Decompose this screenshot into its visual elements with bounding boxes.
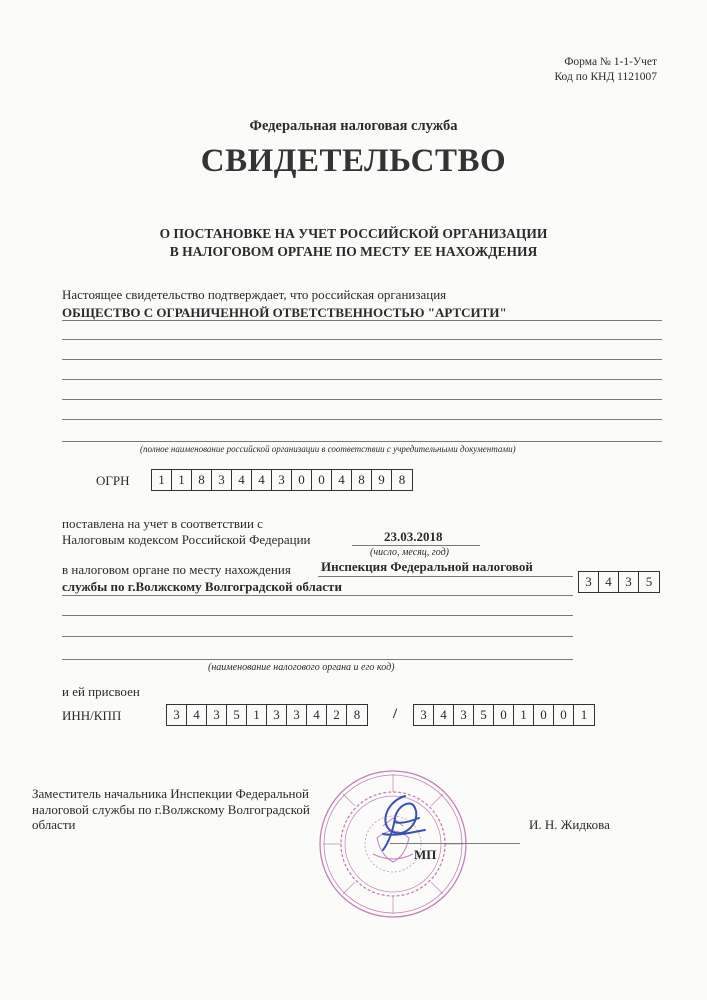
ogrn-digit-cell: 1 bbox=[152, 470, 172, 490]
subtitle-line-1: О ПОСТАНОВКЕ НА УЧЕТ РОССИЙСКОЙ ОРГАНИЗАЦИИ bbox=[159, 226, 548, 241]
ogrn-digit-cell: 9 bbox=[372, 470, 392, 490]
ogrn-digit-cell: 4 bbox=[332, 470, 352, 490]
date-caption: (число, месяц, год) bbox=[370, 547, 449, 558]
ogrn-label: ОГРН bbox=[96, 473, 130, 488]
ogrn-cells bbox=[151, 469, 413, 491]
date-underline bbox=[352, 545, 480, 546]
authority-code-digit-cell: 4 bbox=[599, 572, 619, 592]
ogrn-digit-cell: 8 bbox=[398, 472, 406, 487]
name-line-5 bbox=[62, 399, 662, 400]
ogrn-digit-cell: 8 bbox=[192, 470, 212, 490]
knd-code: Код по КНД 1121007 bbox=[554, 71, 657, 83]
organization-name: ОБЩЕСТВО С ОГРАНИЧЕННОЙ ОТВЕТСТВЕННОСТЬЮ "АРТСИТИ" bbox=[62, 305, 507, 320]
inn-digit-cell: 3 bbox=[167, 705, 187, 725]
name-line-2 bbox=[62, 339, 662, 340]
form-info bbox=[554, 55, 657, 85]
signature-line bbox=[390, 843, 520, 844]
name-line-6 bbox=[62, 419, 662, 420]
signatory-name: И. Н. Жидкова bbox=[529, 817, 610, 832]
authority-line-2: службы по г.Волжскому Волгоградской области bbox=[62, 579, 342, 594]
authority-underline-3 bbox=[62, 615, 573, 616]
organization-caption: (полное наименование российской организации в соответствии с учредительными документами) bbox=[140, 444, 516, 454]
inn-digit-cell: 8 bbox=[353, 707, 361, 722]
inn-kpp-label: ИНН/КПП bbox=[62, 708, 122, 723]
kpp-digit-cell: 1 bbox=[580, 707, 588, 722]
kpp-digit-cell: 4 bbox=[434, 705, 454, 725]
registration-line-2: Налоговым кодексом Российской Федерации bbox=[62, 532, 311, 547]
ogrn-digit-cell: 0 bbox=[312, 470, 332, 490]
inn-digit-cell: 4 bbox=[187, 705, 207, 725]
authority-underline-2 bbox=[62, 595, 573, 596]
location-prefix: в налоговом органе по месту нахождения bbox=[62, 562, 291, 577]
kpp-digit-cell: 0 bbox=[554, 705, 574, 725]
ogrn-digit-cell: 3 bbox=[212, 470, 232, 490]
ogrn-digit-cell: 4 bbox=[252, 470, 272, 490]
ogrn-digit-cell: 3 bbox=[272, 470, 292, 490]
authority-underline-5 bbox=[62, 659, 573, 660]
authority-underline-4 bbox=[62, 636, 573, 637]
name-line-4 bbox=[62, 379, 662, 380]
handwritten-signature-icon bbox=[375, 792, 431, 854]
inn-kpp-separator: / bbox=[393, 706, 398, 722]
inn-digit-cell: 4 bbox=[307, 705, 327, 725]
kpp-digit-cell: 0 bbox=[494, 705, 514, 725]
name-line-3 bbox=[62, 359, 662, 360]
ogrn-digit-cell: 4 bbox=[232, 470, 252, 490]
name-line-1 bbox=[62, 320, 662, 321]
ogrn-digit-cell: 1 bbox=[172, 470, 192, 490]
inn-digit-cell: 2 bbox=[327, 705, 347, 725]
authority-code-cells bbox=[578, 571, 660, 593]
registration-line-1: поставлена на учет в соответствии с bbox=[62, 516, 263, 531]
kpp-digit-cell: 0 bbox=[534, 705, 554, 725]
inn-digit-cell: 3 bbox=[267, 705, 287, 725]
assigned-label: и ей присвоен bbox=[62, 684, 140, 699]
authority-underline-1 bbox=[318, 576, 573, 577]
ogrn-digit-cell: 0 bbox=[292, 470, 312, 490]
document-title: СВИДЕТЕЛЬСТВО bbox=[200, 143, 507, 179]
kpp-digit-cell: 3 bbox=[454, 705, 474, 725]
form-number: Форма № 1-1-Учет bbox=[564, 56, 657, 68]
inn-cells bbox=[166, 704, 368, 726]
ogrn-digit-cell: 8 bbox=[352, 470, 372, 490]
authority-code-digit-cell: 3 bbox=[619, 572, 639, 592]
registration-date: 23.03.2018 bbox=[384, 529, 443, 544]
name-line-7 bbox=[62, 441, 662, 442]
inn-digit-cell: 3 bbox=[287, 705, 307, 725]
kpp-digit-cell: 3 bbox=[414, 705, 434, 725]
organization-intro: Настоящее свидетельство подтверждает, что российская организация bbox=[62, 287, 447, 302]
inn-digit-cell: 3 bbox=[207, 705, 227, 725]
subtitle-line-2: В НАЛОГОВОМ ОРГАНЕ ПО МЕСТУ ЕЕ НАХОЖДЕНИЯ bbox=[169, 244, 538, 259]
position-line-1: Заместитель начальника Инспекции Федеральной bbox=[32, 786, 309, 801]
authority-caption: (наименование налогового органа и его код) bbox=[208, 662, 395, 673]
signatory-position bbox=[32, 786, 310, 833]
authority-line-1: Инспекция Федеральной налоговой bbox=[321, 559, 533, 574]
seal-label: МП bbox=[414, 847, 437, 862]
position-line-3: области bbox=[32, 817, 76, 832]
kpp-cells bbox=[413, 704, 595, 726]
position-line-2: налоговой службы по г.Волжскому Волгоградской bbox=[32, 801, 310, 817]
authority-code-digit-cell: 5 bbox=[645, 574, 653, 589]
kpp-digit-cell: 5 bbox=[474, 705, 494, 725]
authority-code-digit-cell: 3 bbox=[579, 572, 599, 592]
issuer-name: Федеральная налоговая служба bbox=[249, 118, 458, 134]
document-subtitle bbox=[0, 225, 707, 261]
inn-digit-cell: 1 bbox=[247, 705, 267, 725]
kpp-digit-cell: 1 bbox=[514, 705, 534, 725]
inn-digit-cell: 5 bbox=[227, 705, 247, 725]
